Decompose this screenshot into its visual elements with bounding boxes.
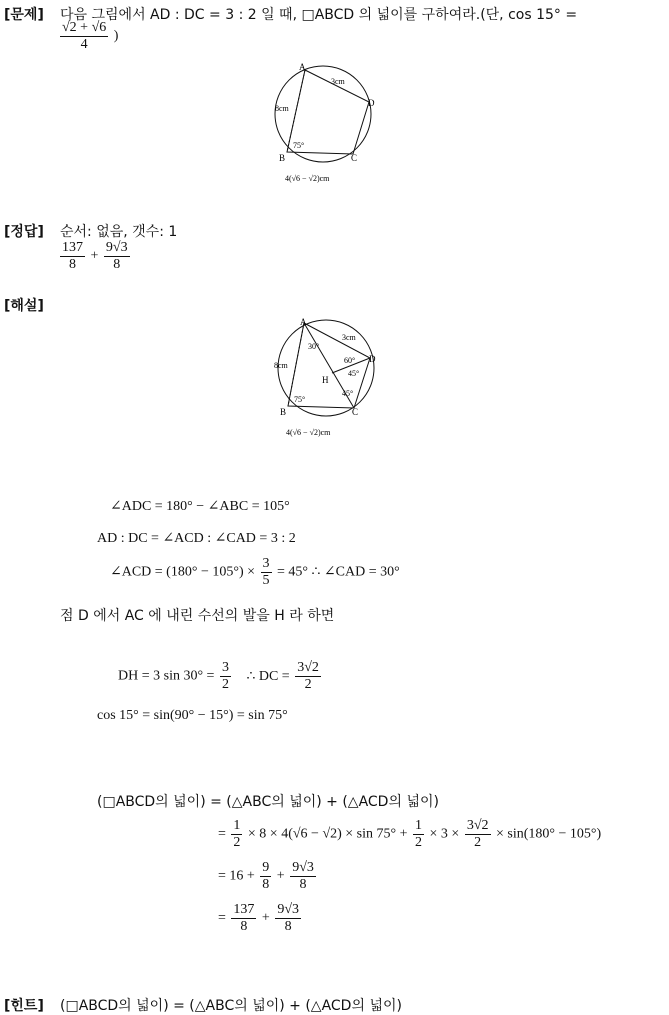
answer-label: [정답]	[4, 224, 44, 240]
svg-text:C: C	[352, 407, 359, 417]
fig1-angle-b: 75°	[293, 141, 305, 150]
area-equation-lhs: (□ABCD의 넓이) = (△ABC의 넓이) + (△ACD의 넓이)	[97, 794, 439, 810]
fig1-ad-length: 3cm	[331, 77, 345, 86]
hint-numerator: √2 + √6	[62, 20, 107, 35]
svg-text:45°: 45°	[348, 369, 360, 378]
solution-line-3: ∠ACD = (180° − 105°) × $\frac{3}{5}$ = 45° ∴ ∠CAD = 30°	[110, 556, 400, 588]
svg-text:30°: 30°	[308, 342, 320, 351]
figure-cyclic-quadrilateral	[265, 62, 395, 188]
hint-close: )	[113, 28, 119, 44]
fig1-vertex-b: B	[279, 153, 286, 163]
area-equation-line-3: = $\frac{137}{8}$ + $\frac{9√3}{8}$	[218, 902, 299, 934]
svg-text:4(√6 − √2)cm: 4(√6 − √2)cm	[286, 428, 331, 437]
svg-text:A: A	[300, 317, 307, 327]
svg-text:8cm: 8cm	[274, 361, 288, 370]
solution-line-6: cos 15° = sin(90° − 15°) = sin 75°	[97, 708, 288, 723]
svg-text:B: B	[280, 407, 287, 417]
area-equation-line-2: = 16 + $\frac{9}{8}$ + $\frac{9√3}{8}$	[218, 860, 314, 892]
answer-expression: $\frac{137}{8}$ + $\frac{9√3}{8}$	[62, 240, 128, 272]
svg-text:D: D	[369, 354, 376, 364]
fig1-vertex-c: C	[351, 153, 358, 163]
problem-label: [문제]	[4, 7, 44, 23]
figure-solution-diagram	[268, 316, 398, 442]
area-equation-line-1: = $\frac{1}{2}$ × 8 × 4(√6 − √2) × sin 75° + $\frac{1}{2}$ × 3 × $\frac{3√2}{2}$ × sin(180° − 105°)	[218, 818, 602, 850]
hint-text: (□ABCD의 넓이) = (△ABC의 넓이) + (△ACD의 넓이)	[60, 998, 402, 1014]
fig1-vertex-a: A	[299, 62, 306, 72]
solution-line-2: AD : DC = ∠ACD : ∠CAD = 3 : 2	[97, 531, 296, 546]
answer-meta: 순서: 없음, 갯수: 1	[60, 224, 178, 240]
solution-line-4: 점 D 에서 AC 에 내린 수선의 발을 H 라 하면	[60, 608, 335, 624]
hint-label: [힌트]	[4, 998, 44, 1014]
fig1-ab-length: 8cm	[275, 104, 289, 113]
fig1-vertex-d: D	[368, 98, 375, 108]
svg-text:45°: 45°	[342, 389, 354, 398]
svg-text:60°: 60°	[344, 356, 356, 365]
svg-text:3cm: 3cm	[342, 333, 356, 342]
solution-line-5: DH = 3 sin 30° = $\frac{3}{2}$ ∴ DC = $\frac{3√2}{2}$	[118, 660, 319, 692]
svg-text:H: H	[322, 375, 329, 385]
fig1-bc-length: 4(√6 − √2)cm	[285, 174, 330, 183]
hint-denominator: 4	[80, 37, 88, 52]
solution-line-1: ∠ADC = 180° − ∠ABC = 105°	[110, 499, 290, 514]
solution-label: [해설]	[4, 298, 44, 314]
svg-text:75°: 75°	[294, 395, 306, 404]
problem-text: 다음 그림에서 AD : DC = 3 : 2 일 때, □ABCD 의 넓이를 구하여라.(단, cos 15° =	[60, 7, 578, 23]
problem-hint-fraction	[58, 20, 118, 53]
